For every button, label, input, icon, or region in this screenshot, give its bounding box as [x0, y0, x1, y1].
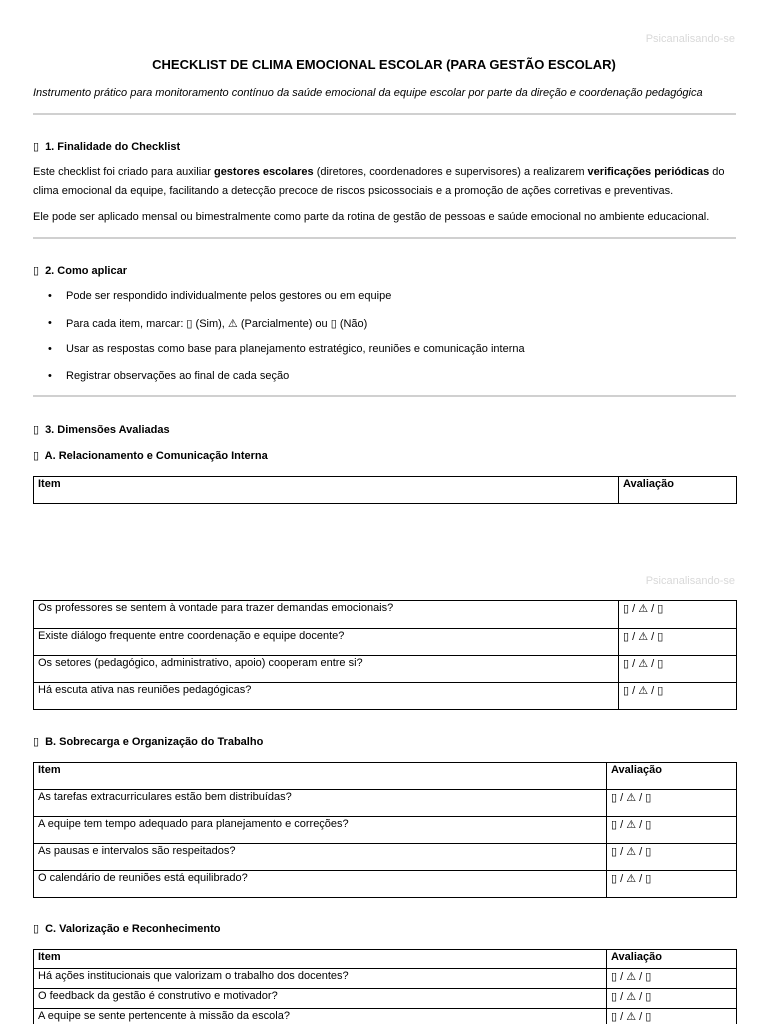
table-row	[34, 871, 737, 898]
table-row	[34, 601, 737, 629]
item-cell: Existe diálogo frequente entre coordenação e equipe docente?	[34, 628, 619, 655]
item-cell: Há escuta ativa nas reuniões pedagógicas?	[34, 682, 619, 710]
divider	[33, 395, 736, 397]
item-cell: Os professores se sentem à vontade para trazer demandas emocionais?	[34, 601, 619, 629]
evaluation-cell[interactable]: ▯ / ⚠ / ▯	[607, 843, 737, 871]
table-a-header	[33, 476, 737, 504]
list-item: • Pode ser respondido individualmente pelos gestores ou em equipe	[33, 290, 736, 317]
watermark: Psicanalisando-se	[645, 575, 735, 587]
divider	[33, 237, 736, 239]
section-icon: ▯	[33, 736, 40, 748]
item-cell: A equipe tem tempo adequado para planejamento e correções?	[34, 817, 607, 844]
item-cell: O feedback da gestão é construtivo e motivador?	[34, 989, 607, 1009]
section-icon: ▯	[33, 450, 40, 462]
section-1-heading: ▯ 1. Finalidade do Checklist	[33, 141, 181, 153]
table-c	[33, 949, 737, 1024]
item-cell: A equipe se sente pertencente à missão da escola?	[34, 1009, 607, 1024]
column-header-evaluation: Avaliação	[607, 763, 737, 790]
table-b	[33, 762, 737, 898]
document-subtitle: Instrumento prático para monitoramento contínuo da saúde emocional da equipe escolar por parte da direção e coordenação pedagógica	[33, 87, 703, 99]
table-row	[34, 1009, 737, 1024]
evaluation-cell[interactable]: ▯ / ⚠ / ▯	[619, 655, 737, 682]
column-header-item: Item	[34, 950, 607, 969]
item-cell: Os setores (pedagógico, administrativo, apoio) cooperam entre si?	[34, 655, 619, 682]
evaluation-cell[interactable]: ▯ / ⚠ / ▯	[607, 1009, 737, 1024]
item-cell: Há ações institucionais que valorizam o trabalho dos docentes?	[34, 969, 607, 989]
evaluation-cell[interactable]: ▯ / ⚠ / ▯	[619, 682, 737, 710]
section-icon: ▯	[33, 424, 40, 436]
section-1-paragraph-1: Este checklist foi criado para auxiliar gestores escolares (diretores, coordenadores e supervisores) a realizarem verificações periódicas do clima emocional da equipe, facilitando a detecção precoce de riscos psicossociais e a promoção de ações corretivas e preventivas.	[33, 166, 725, 197]
evaluation-cell[interactable]: ▯ / ⚠ / ▯	[607, 871, 737, 898]
how-to-apply-list	[33, 290, 736, 396]
divider	[33, 113, 736, 115]
document-title: CHECKLIST DE CLIMA EMOCIONAL ESCOLAR (PARA GESTÃO ESCOLAR)	[152, 57, 616, 72]
section-2-heading: ▯ 2. Como aplicar	[33, 265, 127, 277]
evaluation-cell[interactable]: ▯ / ⚠ / ▯	[619, 601, 737, 629]
section-icon: ▯	[33, 141, 40, 153]
list-item: • Registrar observações ao final de cada seção	[33, 370, 736, 397]
column-header-evaluation: Avaliação	[607, 950, 737, 969]
table-a-body	[33, 600, 737, 710]
table-row	[34, 682, 737, 710]
evaluation-cell[interactable]: ▯ / ⚠ / ▯	[607, 790, 737, 817]
item-cell: As pausas e intervalos são respeitados?	[34, 843, 607, 871]
subsection-c-heading: ▯ C. Valorização e Reconhecimento	[33, 923, 221, 935]
column-header-item: Item	[34, 477, 619, 504]
evaluation-cell[interactable]: ▯ / ⚠ / ▯	[619, 628, 737, 655]
evaluation-cell[interactable]: ▯ / ⚠ / ▯	[607, 969, 737, 989]
table-row	[34, 655, 737, 682]
table-row	[34, 969, 737, 989]
section-3-heading: ▯ 3. Dimensões Avaliadas	[33, 424, 170, 436]
item-cell: As tarefas extracurriculares estão bem distribuídas?	[34, 790, 607, 817]
section-icon: ▯	[33, 265, 40, 277]
subsection-a-heading: ▯ A. Relacionamento e Comunicação Interna	[33, 450, 268, 462]
evaluation-cell[interactable]: ▯ / ⚠ / ▯	[607, 989, 737, 1009]
column-header-item: Item	[34, 763, 607, 790]
list-item: • Para cada item, marcar: ▯ (Sim), ⚠ (Parcialmente) ou ▯ (Não)	[33, 317, 736, 344]
table-row	[34, 843, 737, 871]
section-1-paragraph-2: Ele pode ser aplicado mensal ou bimestralmente como parte da rotina de gestão de pessoas e saúde emocional no ambiente educacional.	[33, 211, 710, 223]
section-icon: ▯	[33, 923, 40, 935]
watermark: Psicanalisando-se	[645, 33, 735, 45]
table-row	[34, 989, 737, 1009]
subsection-b-heading: ▯ B. Sobrecarga e Organização do Trabalho	[33, 736, 264, 748]
table-row	[34, 628, 737, 655]
list-item: • Usar as respostas como base para planejamento estratégico, reuniões e comunicação interna	[33, 343, 736, 370]
column-header-evaluation: Avaliação	[619, 477, 737, 504]
table-row	[34, 790, 737, 817]
table-row	[34, 817, 737, 844]
evaluation-cell[interactable]: ▯ / ⚠ / ▯	[607, 817, 737, 844]
item-cell: O calendário de reuniões está equilibrado?	[34, 871, 607, 898]
